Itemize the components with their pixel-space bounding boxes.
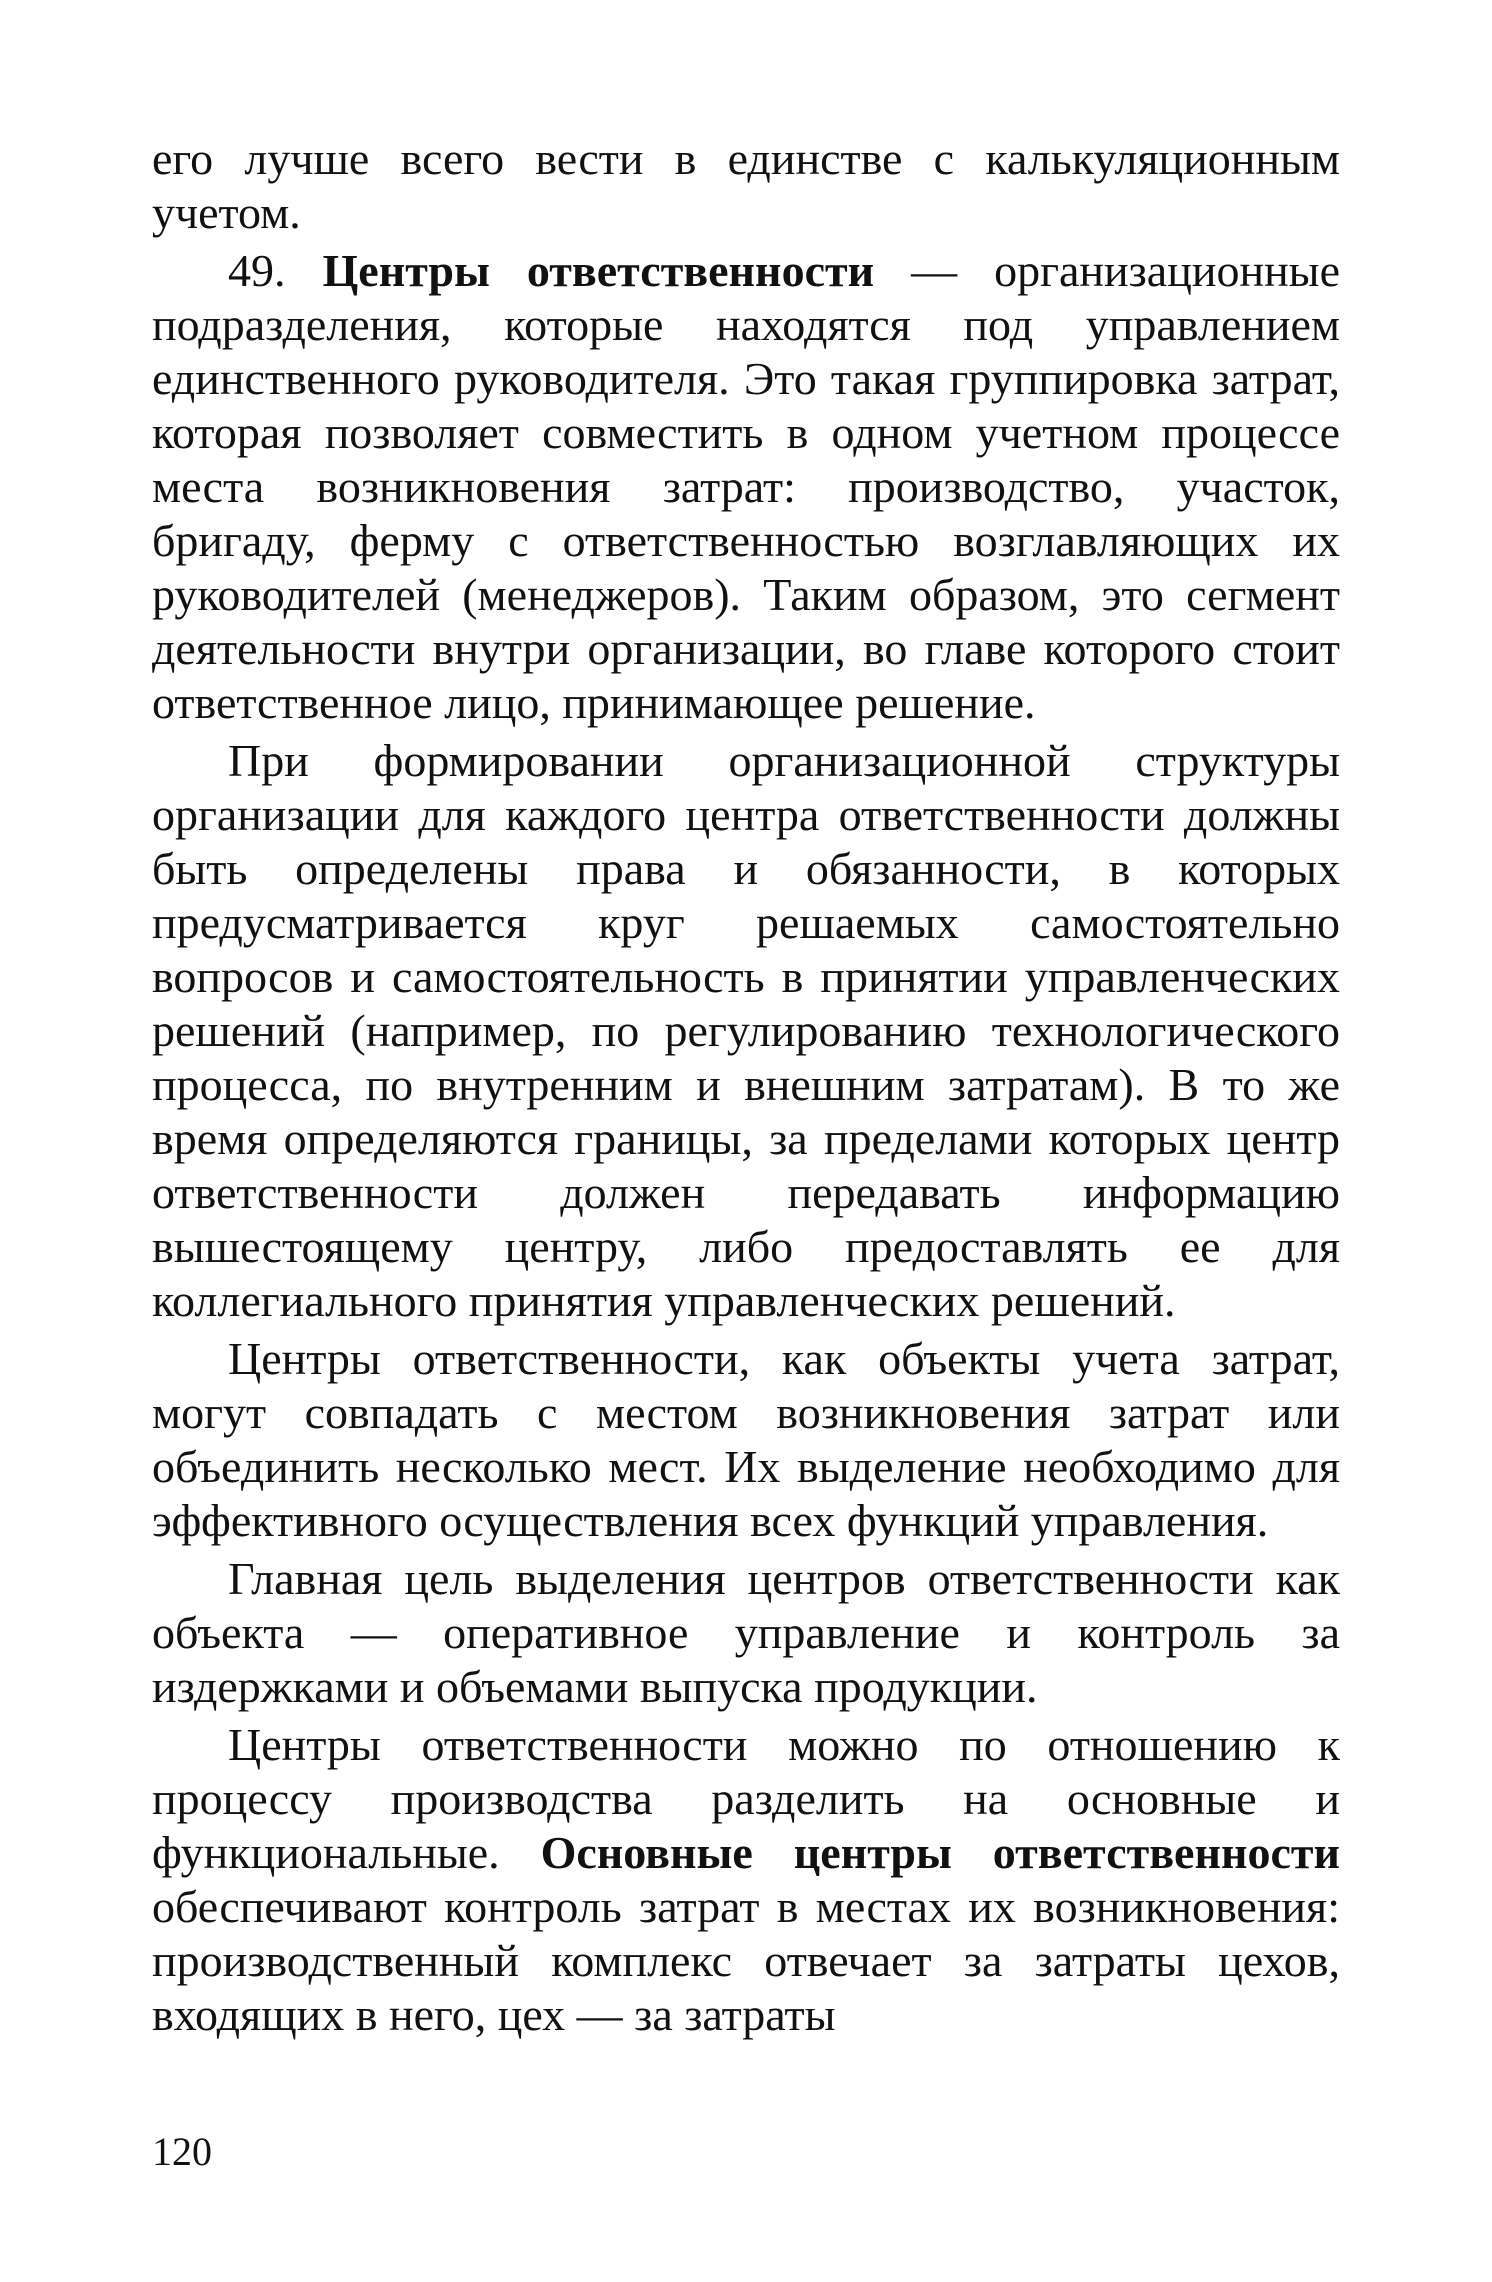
page-body <box>152 132 1340 2046</box>
paragraph-division-start: Центры ответственности можно по отношению к процессу производства разделить на основные и функциональные. <box>152 1719 1340 1878</box>
paragraph-number: 49. <box>228 245 286 296</box>
paragraph-goal: Главная цель выделения центров ответственности как объекта — оперативное управление и контроль за издержками и объемами выпуска продукции. <box>152 1553 1340 1712</box>
paragraph-49-text: — организационные подразделения, которые находятся под управлением единственного руководителя. Это такая группировка затрат, которая позволяет совместить в одном учетном процессе места возникновения затрат: производство, участок, бригаду, ферму с ответственностью возглавляющих их руководителей (менеджеров). Таким образом, это сегмент деятельности внутри организации, во главе которого стоит ответственное лицо, принимающее решение. <box>152 245 1341 728</box>
continuation-paragraph: его лучше всего вести в единстве с калькуляционным учетом. <box>152 133 1340 238</box>
page-number: 120 <box>152 2129 212 2174</box>
paragraph-formation: При формировании организационной структуры организации для каждого центра ответственности должны быть определены права и обязанности, в которых предусматривается круг решаемых самостоятельно вопросов и самостоятельность в принятии управленческих решений (например, по регулированию технологического процесса, по внутренним и внешним затратам). В то же время определяются границы, за пределами которых центр ответственности должен передавать информацию вышестоящему центру, либо предоставлять ее для коллегиального принятия управленческих решений. <box>152 735 1340 1326</box>
paragraph-division-text: обеспечивают контроль затрат в местах их возникновения: производственный комплекс отвечает за затраты цехов, входящих в него, цех — за затраты <box>152 1881 1340 2040</box>
term-responsibility-centers: Центры ответственности <box>322 245 875 296</box>
paragraph-objects: Центры ответственности, как объекты учета затрат, могут совпадать с местом возникновения затрат или объединить несколько мест. Их выделение необходимо для эффективного осуществления всех функций управления. <box>152 1333 1340 1546</box>
paragraph-49 <box>152 244 1340 730</box>
term-main-responsibility-centers: Основные центры ответственности <box>540 1827 1340 1878</box>
paragraph-division <box>152 1718 1340 2042</box>
